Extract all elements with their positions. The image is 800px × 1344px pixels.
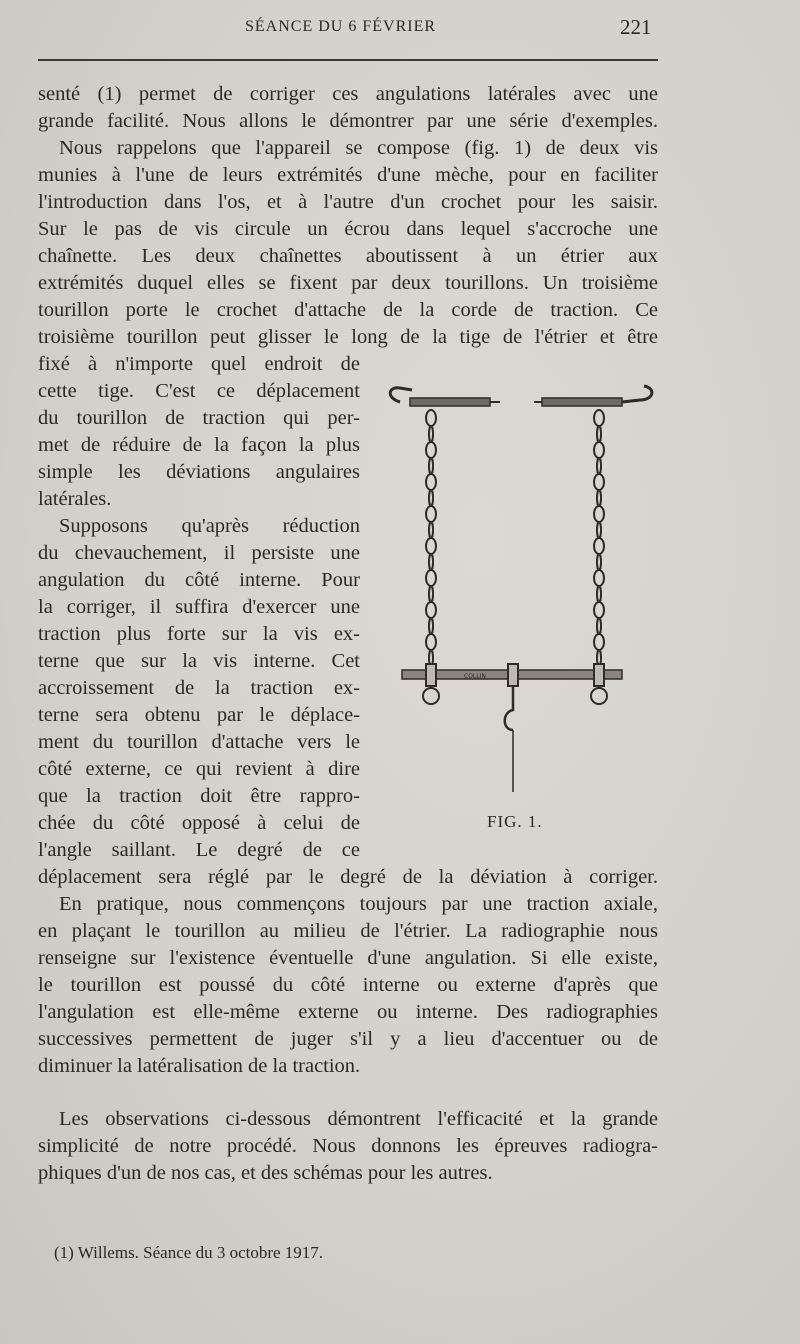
chain-link bbox=[429, 554, 433, 570]
text-line: terne que sur la vis interne. Cet bbox=[38, 650, 360, 672]
running-title: SÉANCE DU 6 FÉVRIER bbox=[245, 18, 437, 35]
text-line: extrémités duquel elles se fixent par deux tourillons. Un troisième bbox=[38, 272, 658, 294]
footnote: (1) Willems. Séance du 3 octobre 1917. bbox=[54, 1243, 324, 1262]
text-line: Sur le pas de vis circule un écrou dans lequel s'accroche une bbox=[38, 218, 658, 240]
chain-link bbox=[426, 410, 436, 426]
text-line: côté externe, ce qui revient à dire bbox=[38, 758, 360, 780]
text-line: traction plus forte sur la vis ex- bbox=[38, 623, 360, 645]
chain-link bbox=[597, 618, 601, 634]
text-line: déplacement sera réglé par le degré de la déviation à corriger. bbox=[38, 866, 658, 888]
text-line: l'introduction dans l'os, et à l'autre d'un crochet pour les saisir. bbox=[38, 191, 658, 213]
chain-link bbox=[594, 538, 604, 554]
text-line: simplicité de notre procédé. Nous donnons les épreuves radiogra- bbox=[38, 1135, 658, 1157]
text-line: En pratique, nous commençons toujours par une traction axiale, bbox=[59, 893, 658, 915]
left-chain bbox=[426, 410, 436, 666]
chain-link bbox=[426, 474, 436, 490]
text-line: le tourillon est poussé du côté interne ou externe d'après que bbox=[38, 974, 658, 996]
chain-link bbox=[594, 602, 604, 618]
chain-link bbox=[429, 426, 433, 442]
chain-link bbox=[426, 570, 436, 586]
chain-link bbox=[594, 410, 604, 426]
chain-link bbox=[597, 490, 601, 506]
chain-link bbox=[594, 570, 604, 586]
chain-link bbox=[426, 538, 436, 554]
text-line: en plaçant le tourillon au milieu de l'étrier. La radiographie nous bbox=[38, 920, 658, 942]
text-line: du chevauchement, il persiste une bbox=[38, 542, 360, 564]
text-line: ment du tourillon d'attache vers le bbox=[38, 731, 360, 753]
chain-link bbox=[429, 586, 433, 602]
text-line: met de réduire de la façon la plus bbox=[38, 434, 360, 456]
chain-link bbox=[429, 522, 433, 538]
page-number: 221 bbox=[620, 15, 652, 39]
maker-mark: COLLIN bbox=[464, 673, 486, 680]
chain-link bbox=[597, 554, 601, 570]
header-rule bbox=[38, 59, 658, 61]
chain-link bbox=[594, 634, 604, 650]
text-line: latérales. bbox=[38, 488, 112, 510]
chain-link bbox=[429, 458, 433, 474]
chain-link bbox=[594, 442, 604, 458]
chain-link bbox=[429, 490, 433, 506]
text-line: fixé à n'importe quel endroit de bbox=[38, 353, 360, 375]
text-line: grande facilité. Nous allons le démontrer par une série d'exemples. bbox=[38, 110, 658, 132]
text-line: senté (1) permet de corriger ces angulations latérales avec une bbox=[38, 83, 658, 105]
text-line: angulation du côté interne. Pour bbox=[38, 569, 360, 591]
text-line: munies à l'une de leurs extrémités d'une mèche, pour en faciliter bbox=[38, 164, 658, 186]
text-line: accroissement de la traction ex- bbox=[38, 677, 360, 699]
chain-link bbox=[426, 602, 436, 618]
text-line: phiques d'un de nos cas, et des schémas pour les autres. bbox=[38, 1162, 493, 1184]
text-line: l'angle saillant. Le degré de ce bbox=[38, 839, 360, 861]
chain-link bbox=[594, 506, 604, 522]
text-line: que la traction doit être rappro- bbox=[38, 785, 360, 807]
text-line: successives permettent de juger s'il y a lieu d'accentuer ou de bbox=[38, 1028, 658, 1050]
text-line: Nous rappelons que l'appareil se compose (fig. 1) de deux vis bbox=[59, 137, 658, 159]
traction-stirrup-figure bbox=[382, 380, 660, 800]
text-line: renseigne sur l'existence éventuelle d'une angulation. Si elle existe, bbox=[38, 947, 658, 969]
text-line: tourillon porte le crochet d'attache de la corde de traction. Ce bbox=[38, 299, 658, 321]
chain-link bbox=[426, 442, 436, 458]
chain-link bbox=[594, 474, 604, 490]
text-line: chée du côté opposé à celui de bbox=[38, 812, 360, 834]
figure-caption: FIG. 1. bbox=[487, 812, 543, 831]
text-line: simple les déviations angulaires bbox=[38, 461, 360, 483]
text-line: l'angulation est elle-même externe ou interne. Des radiographies bbox=[38, 1001, 658, 1023]
chain-link bbox=[597, 586, 601, 602]
text-line: diminuer la latéralisation de la traction. bbox=[38, 1055, 361, 1077]
chain-link bbox=[597, 426, 601, 442]
chain-link bbox=[597, 522, 601, 538]
text-line: du tourillon de traction qui per- bbox=[38, 407, 360, 429]
text-line: troisième tourillon peut glisser le long de la tige de l'étrier et être bbox=[38, 326, 658, 348]
chain-link bbox=[426, 634, 436, 650]
chain-link bbox=[429, 618, 433, 634]
text-line: cette tige. C'est ce déplacement bbox=[38, 380, 360, 402]
text-line: la corriger, il suffira d'exercer une bbox=[38, 596, 360, 618]
chain-link bbox=[426, 506, 436, 522]
text-line: terne sera obtenu par le déplace- bbox=[38, 704, 360, 726]
right-chain bbox=[594, 410, 604, 666]
text-line: Les observations ci-dessous démontrent l'efficacité et la grande bbox=[59, 1108, 658, 1130]
chain-link bbox=[597, 458, 601, 474]
text-line: Supposons qu'après réduction bbox=[59, 515, 360, 537]
text-line: chaînette. Les deux chaînettes aboutissent à un étrier aux bbox=[38, 245, 658, 267]
